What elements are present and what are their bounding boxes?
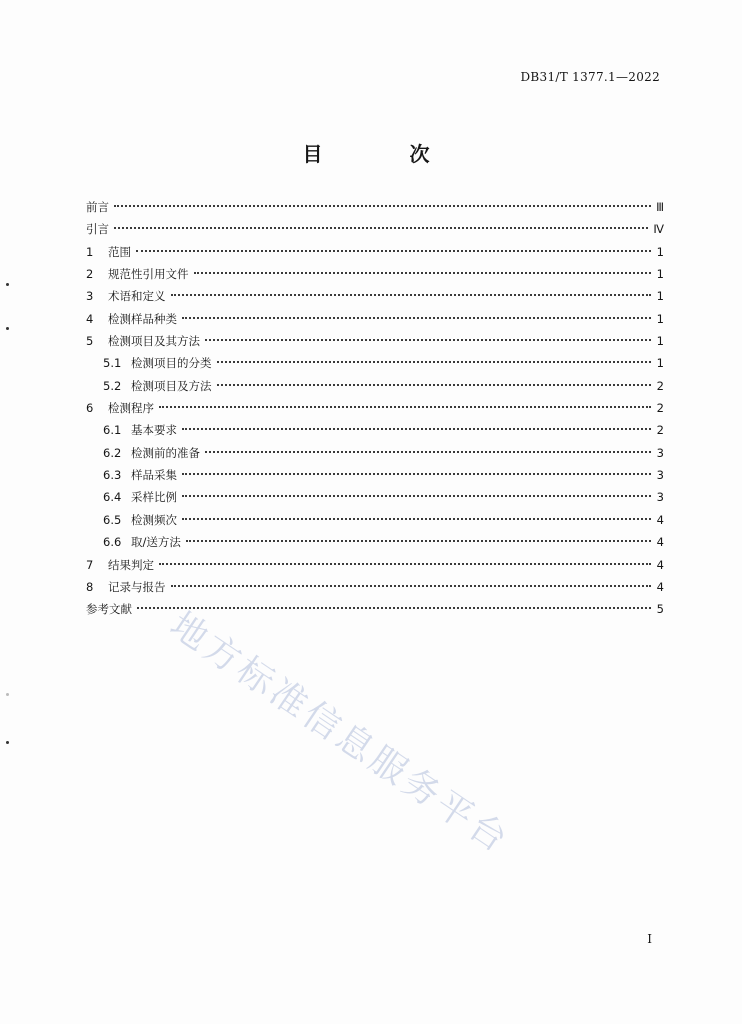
- toc-entry[interactable]: [86, 486, 664, 508]
- dot-leader: [159, 563, 651, 565]
- document-code: DB31/T 1377.1—2022: [520, 70, 660, 84]
- toc-entry-page: 3: [656, 445, 664, 460]
- toc-entry-label: 检测项目的分类: [131, 356, 212, 371]
- toc-entry[interactable]: [86, 241, 664, 263]
- dot-leader: [186, 540, 651, 542]
- toc-entry-label: 规范性引用文件: [108, 267, 189, 282]
- toc-entry[interactable]: [86, 576, 664, 598]
- toc-entry-number: 6: [86, 401, 94, 416]
- toc-entry-label: 范围: [108, 244, 131, 259]
- toc-entry-label: 基本要求: [131, 423, 177, 438]
- toc-entry-label: 取/送方法: [131, 535, 181, 550]
- watermark: 地方标准信息服务平台: [162, 604, 518, 863]
- toc-entry[interactable]: [86, 419, 664, 441]
- toc-entry-number: 4: [86, 311, 94, 326]
- toc-entry[interactable]: [86, 263, 664, 285]
- toc-entry-label: 结果判定: [108, 557, 154, 572]
- toc-entry-label: 前言: [86, 200, 109, 214]
- toc-entry-label: 检测程序: [108, 401, 154, 416]
- dot-leader: [182, 428, 651, 430]
- dot-leader: [182, 317, 651, 319]
- toc-entry-label: 引言: [86, 222, 109, 237]
- toc-entry[interactable]: [86, 330, 664, 352]
- toc-entry[interactable]: [86, 442, 664, 464]
- margin-mark: [6, 327, 9, 330]
- toc-entry-page: 2: [656, 401, 664, 416]
- toc-entry-number: 3: [86, 289, 94, 304]
- toc-entry-page: 4: [656, 557, 664, 572]
- toc-entry-page: 1: [656, 267, 664, 282]
- toc-entry-page: 2: [656, 378, 664, 393]
- toc-entry-number: 5.1: [103, 356, 122, 371]
- dot-leader: [217, 361, 652, 363]
- toc-entry-number: 8: [86, 579, 94, 594]
- dot-leader: [137, 607, 651, 609]
- toc-entry[interactable]: [86, 464, 664, 486]
- toc-entry[interactable]: [86, 554, 664, 576]
- toc-entry-page: 1: [656, 311, 664, 326]
- table-of-contents: [86, 196, 664, 621]
- toc-entry-page: 1: [656, 334, 664, 349]
- toc-entry-label: 检测样品种类: [108, 311, 177, 326]
- toc-entry-label: 检测项目及其方法: [108, 334, 200, 349]
- dot-leader: [182, 495, 651, 497]
- toc-entry[interactable]: [86, 218, 664, 240]
- toc-entry-label: 记录与报告: [108, 579, 166, 594]
- dot-leader: [205, 451, 651, 453]
- page-title: 目 次: [302, 142, 470, 166]
- toc-entry-number: 2: [86, 267, 94, 282]
- toc-entry-label: 检测前的准备: [131, 445, 200, 460]
- toc-entry-page: 2: [656, 423, 664, 438]
- toc-entry-number: 6.4: [103, 490, 122, 505]
- dot-leader: [171, 585, 652, 587]
- dot-leader: [217, 384, 652, 386]
- margin-mark: [6, 693, 9, 696]
- toc-entry[interactable]: [86, 509, 664, 531]
- dot-leader: [114, 205, 651, 207]
- toc-entry[interactable]: [86, 375, 664, 397]
- toc-entry[interactable]: [86, 531, 664, 553]
- toc-entry-number: 6.6: [103, 535, 122, 550]
- margin-mark: [6, 741, 9, 744]
- toc-entry-label: 参考文献: [86, 602, 132, 617]
- toc-entry-label: 检测项目及方法: [131, 378, 212, 393]
- dot-leader: [194, 272, 652, 274]
- toc-entry[interactable]: [86, 352, 664, 374]
- toc-entry-page: Ⅳ: [653, 222, 664, 237]
- toc-entry-number: 5: [86, 334, 94, 349]
- toc-entry-number: 5.2: [103, 378, 122, 393]
- dot-leader: [171, 294, 652, 296]
- page-number: I: [647, 932, 652, 946]
- toc-entry-number: 6.2: [103, 445, 122, 460]
- toc-entry-page: 1: [656, 356, 664, 371]
- toc-entry-page: 4: [656, 535, 664, 550]
- toc-entry[interactable]: [86, 308, 664, 330]
- toc-entry-number: 7: [86, 557, 94, 572]
- toc-entry-page: 3: [656, 468, 664, 483]
- dot-leader: [159, 406, 651, 408]
- toc-entry-number: 6.5: [103, 512, 122, 527]
- toc-entry-page: Ⅲ: [656, 200, 664, 214]
- toc-entry-label: 检测频次: [131, 512, 177, 527]
- dot-leader: [136, 250, 651, 252]
- toc-entry-page: 1: [656, 289, 664, 304]
- toc-entry-page: 3: [656, 490, 664, 505]
- toc-entry-label: 术语和定义: [108, 289, 166, 304]
- toc-entry-number: 1: [86, 244, 94, 259]
- dot-leader: [182, 473, 651, 475]
- toc-entry[interactable]: [86, 397, 664, 419]
- toc-entry[interactable]: [86, 285, 664, 307]
- toc-entry-page: 4: [656, 512, 664, 527]
- toc-entry-page: 5: [656, 602, 664, 617]
- toc-entry-label: 采样比例: [131, 490, 177, 505]
- toc-entry[interactable]: [86, 196, 664, 218]
- toc-entry-number: 6.3: [103, 468, 122, 483]
- toc-entry-page: 4: [656, 579, 664, 594]
- toc-entry-number: 6.1: [103, 423, 122, 438]
- margin-mark: [6, 283, 9, 286]
- dot-leader: [182, 518, 651, 520]
- dot-leader: [114, 227, 648, 229]
- toc-entry-label: 样品采集: [131, 468, 177, 483]
- toc-entry-page: 1: [656, 244, 664, 259]
- dot-leader: [205, 339, 651, 341]
- toc-entry[interactable]: [86, 598, 664, 620]
